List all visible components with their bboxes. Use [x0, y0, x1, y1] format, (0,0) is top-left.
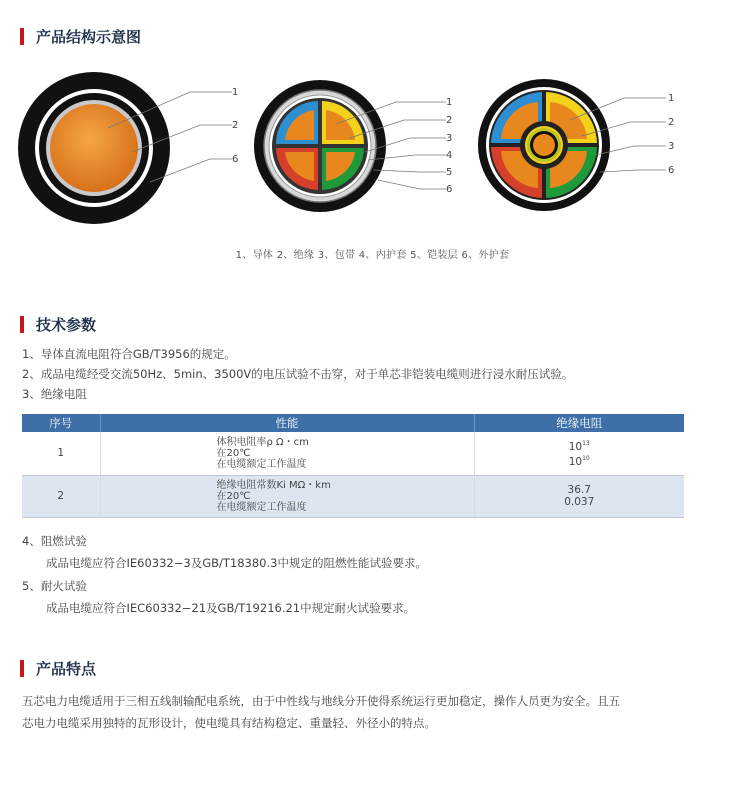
diagram2-label-6: 6: [446, 184, 453, 195]
section-title-features: [20, 658, 96, 679]
diagram3-label-1: 1: [668, 93, 675, 104]
flame-test-title: 4、阻燃试验: [22, 534, 87, 548]
row-no: 2: [22, 475, 100, 517]
section-title-text: 产品特点: [36, 660, 97, 678]
row-no: 1: [22, 432, 100, 475]
property-line: 在电缆额定工作温度: [216, 458, 307, 470]
fire-test-body: 成品电缆应符合IEC60332−21及GB/T19216.21中规定耐火试验要求。: [46, 601, 416, 615]
title-accent-bar: [20, 28, 24, 45]
fire-test-title: 5、耐火试验: [22, 579, 87, 593]
param-item-2: 2、成品电缆经受交流50Hz、5min、3500V的电压试验不击穿，对于单芯非铠装电缆则进行浸水耐压试验。: [22, 367, 574, 381]
diagram2-label-2: 2: [446, 115, 453, 126]
cable-structure-diagrams: [0, 60, 745, 240]
insulation-resistance-table: [22, 414, 684, 518]
param-item-3: 3、绝缘电阻: [22, 387, 87, 401]
title-accent-bar: [20, 316, 24, 333]
section-title-text: 技术参数: [36, 316, 97, 334]
features-line: 五芯电力电缆适用于三相五线制输配电系统，由于中性线与地线分开使得系统运行更加稳定，操作人员更为安全。且五: [22, 694, 620, 708]
resistance-value: $10^{13}$: [568, 440, 590, 454]
property-line: 在电缆额定工作温度: [216, 501, 307, 513]
section-title-text: 产品结构示意图: [36, 28, 142, 46]
resistance-value: 0.037: [564, 496, 595, 508]
armoured-four-core-cable-diagram: [254, 80, 452, 212]
diagram2-label-5: 5: [446, 167, 453, 178]
flame-test-body: 成品电缆应符合IE60332−3及GB/T18380.3中规定的阻燃性能试验要求。: [46, 556, 427, 570]
five-core-cable-diagram: [478, 79, 674, 211]
table-row: [22, 475, 684, 517]
property-line: 在20℃: [216, 447, 251, 459]
property-line: 绝缘电阻常数Ki MΩ・km: [216, 479, 331, 491]
header-no: 序号: [22, 414, 100, 432]
row-resistance: [474, 432, 684, 475]
single-core-cable-diagram: [18, 72, 238, 224]
features-paragraph: [22, 690, 712, 734]
param-item-1: 1、导体直流电阻符合GB/T3956的规定。: [22, 347, 236, 361]
table-row: [22, 432, 684, 475]
diagram1-label-6: 6: [232, 154, 239, 165]
resistance-value: $10^{10}$: [568, 455, 590, 469]
row-property: [100, 432, 474, 475]
diagram3-label-6: 6: [668, 165, 675, 176]
section-title-structure: [20, 26, 141, 47]
header-resistance: 绝缘电阻: [474, 414, 684, 432]
diagram2-label-1: 1: [446, 97, 453, 108]
title-accent-bar: [20, 660, 24, 677]
property-line: 体积电阻率ρ Ω・cm: [216, 436, 309, 448]
resistance-value: 36.7: [567, 484, 591, 496]
diagram3-label-2: 2: [668, 117, 675, 128]
features-line: 芯电力电缆采用独特的瓦形设计，使电缆具有结构稳定、重量轻、外径小的特点。: [22, 716, 436, 730]
section-title-params: [20, 314, 96, 335]
diagram3-label-3: 3: [668, 141, 675, 152]
diagram2-label-4: 4: [446, 150, 453, 161]
diagram-legend: 1、导体 2、绝缘 3、包带 4、内护套 5、铠装层 6、外护套: [235, 250, 510, 261]
diagram2-label-3: 3: [446, 133, 453, 144]
row-resistance: [474, 475, 684, 517]
diagram1-label-2: 2: [232, 120, 239, 131]
property-line: 在20℃: [216, 490, 251, 502]
table-header-row: [22, 414, 684, 432]
header-property: 性能: [100, 414, 474, 432]
row-property: [100, 475, 474, 517]
diagram1-label-1: 1: [232, 87, 239, 98]
